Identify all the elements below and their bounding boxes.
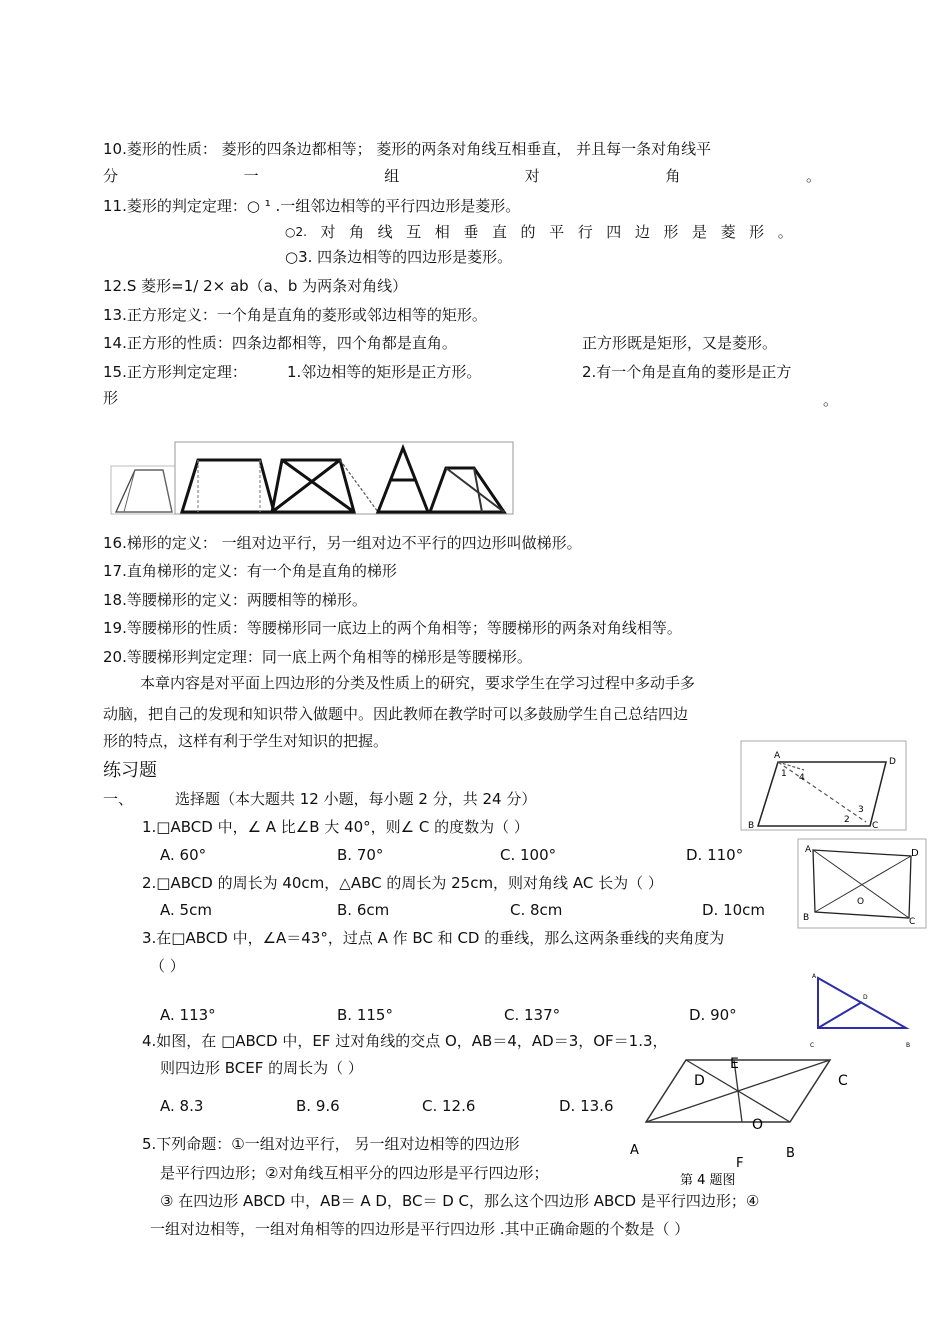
fig4-caption: 第 4 题图: [680, 1173, 736, 1188]
question-5-c: ③ 在四边形 ABCD 中，AB＝ A D，BC＝ D C，那么这个四边形 ABCD 是平行四边形；④: [160, 1192, 760, 1210]
section-title: 选择题（本大题共 12 小题，每小题 2 分，共 24 分）: [175, 790, 537, 808]
q4-option-d: D. 13.6: [559, 1097, 614, 1115]
figure-parallelogram-angles: [740, 740, 908, 832]
fig2-label-d: D: [911, 848, 919, 859]
fig1-label-b: B: [748, 821, 755, 831]
q1-option-c: C. 100°: [500, 846, 557, 864]
line-13: 13.正方形定义：一个角是直角的菱形或邻边相等的矩形。: [103, 306, 487, 324]
question-4: 4.如图，在 □ABCD 中，EF 过对角线的交点 O，AB＝4，AD＝3，OF＝1.3，: [142, 1032, 668, 1050]
line-20: 20.等腰梯形判定定理：同一底上两个角相等的梯形是等腰梯形。: [103, 648, 532, 666]
q1-option-b: B. 70°: [337, 846, 384, 864]
figure-right-triangle: [806, 970, 918, 1050]
question-5-a: 5.下列命题：①一组对边平行， 另一组对边相等的四边形: [142, 1135, 520, 1153]
line-15-e: 。: [823, 391, 839, 409]
line-10-continuation: 分 一 组 对 角 。: [103, 167, 821, 185]
fig1-label-d: D: [889, 757, 896, 767]
question-2: 2.□ABCD 的周长为 40cm，△ABC 的周长为 25cm，则对角线 AC 长为（ ）: [142, 874, 663, 892]
question-4-b: 则四边形 BCEF 的周长为（ ）: [160, 1059, 363, 1077]
fig2-label-c: C: [909, 917, 916, 927]
fig4-label-f: F: [736, 1156, 744, 1171]
fig3-label-d: D: [863, 994, 868, 1001]
line-12: 12.S 菱形=1/ 2× ab（a、b 为两条对角线）: [103, 277, 408, 295]
line-15-c: 2.有一个角是直角的菱形是正方: [582, 363, 792, 381]
q3-option-d: D. 90°: [689, 1006, 737, 1024]
fig1-angle-4: 4: [799, 773, 805, 783]
trapezoid-figures: [110, 440, 516, 516]
line-14: 14.正方形的性质：四条边都相等，四个角都是直角。: [103, 334, 457, 352]
question-3-paren: （ ）: [150, 957, 185, 975]
line-16: 16.梯形的定义： 一组对边平行，另一组对边不平行的四边形叫做梯形。: [103, 534, 582, 552]
fig1-angle-3: 3: [858, 805, 864, 815]
q3-option-b: B. 115°: [337, 1006, 393, 1024]
fig3-label-a: A: [812, 973, 817, 980]
fig4-label-a: A: [630, 1143, 639, 1158]
line-18: 18.等腰梯形的定义：两腰相等的梯形。: [103, 591, 367, 609]
fig3-label-c: C: [810, 1042, 815, 1049]
fig2-label-o: O: [857, 897, 865, 907]
fig1-angle-1: 1: [781, 769, 787, 779]
q1-option-d: D. 110°: [686, 846, 744, 864]
section-number: 一、: [103, 790, 134, 808]
line-19: 19.等腰梯形的性质：等腰梯形同一底边上的两个角相等；等腰梯形的两条对角线相等。: [103, 619, 682, 637]
line-11-c: ○3. 四条边相等的四边形是菱形。: [285, 248, 513, 266]
question-5-d: 一组对边相等，一组对角相等的四边形是平行四边形 .其中正确命题的个数是（ ）: [150, 1220, 690, 1238]
figure-quadrilateral-diagonals: [797, 838, 927, 930]
q1-option-a: A. 60°: [160, 846, 207, 864]
q2-option-b: B. 6cm: [337, 901, 390, 919]
fig2-label-a: A: [805, 845, 812, 855]
paragraph-line-2: 动脑，把自己的发现和知识带入做题中。因此教师在教学时可以多鼓励学生自己总结四边: [103, 705, 689, 723]
line-15-b: 1.邻边相等的矩形是正方形。: [287, 363, 482, 381]
fig4-label-d: D: [694, 1073, 705, 1089]
question-5-b: 是平行四边形；②对角线互相平分的四边形是平行四边形；: [160, 1164, 549, 1182]
exercise-heading: 练习题: [103, 760, 157, 781]
q4-option-c: C. 12.6: [422, 1097, 476, 1115]
q2-option-a: A. 5cm: [160, 901, 212, 919]
question-1: 1.□ABCD 中，∠ A 比∠B 大 40°，则∠ C 的度数为（ ）: [142, 818, 529, 836]
fig1-label-c: C: [872, 821, 879, 831]
q4-option-b: B. 9.6: [296, 1097, 340, 1115]
figure-4-parallelogram: [620, 1050, 860, 1192]
fig4-label-e: E: [730, 1056, 739, 1072]
paragraph-line-1: 本章内容是对平面上四边形的分类及性质上的研究，要求学生在学习过程中多动手多: [140, 674, 696, 692]
paragraph-line-3: 形的特点，这样有利于学生对知识的把握。: [103, 732, 389, 750]
q3-option-c: C. 137°: [504, 1006, 561, 1024]
line-11-b: ○2. 对 角 线 互 相 垂 直 的 平 行 四 边 形 是 菱 形 。: [285, 223, 793, 241]
line-15-d: 形: [103, 389, 119, 407]
line-14-b: 正方形既是矩形，又是菱形。: [582, 334, 778, 352]
fig1-angle-2: 2: [844, 815, 850, 825]
q3-option-a: A. 113°: [160, 1006, 216, 1024]
fig4-label-c: C: [838, 1073, 848, 1089]
line-17: 17.直角梯形的定义：有一个角是直角的梯形: [103, 562, 397, 580]
fig3-label-b: B: [906, 1042, 911, 1049]
q2-option-d: D. 10cm: [702, 901, 766, 919]
fig4-label-b: B: [786, 1146, 795, 1161]
line-11: 11.菱形的判定定理：○ ¹ .一组邻边相等的平行四边形是菱形。: [103, 197, 521, 215]
fig4-label-o: O: [752, 1117, 764, 1133]
fig1-label-a: A: [774, 751, 781, 761]
line-15: 15.正方形判定定理：: [103, 363, 247, 381]
question-3: 3.在□ABCD 中，∠A＝43°，过点 A 作 BC 和 CD 的垂线，那么这两条垂线的夹角度为: [142, 929, 725, 947]
fig2-label-b: B: [803, 913, 810, 923]
q2-option-c: C. 8cm: [510, 901, 563, 919]
q4-option-a: A. 8.3: [160, 1097, 204, 1115]
line-10: 10.菱形的性质： 菱形的四条边都相等； 菱形的两条对角线互相垂直， 并且每一条对角线平: [103, 140, 712, 158]
